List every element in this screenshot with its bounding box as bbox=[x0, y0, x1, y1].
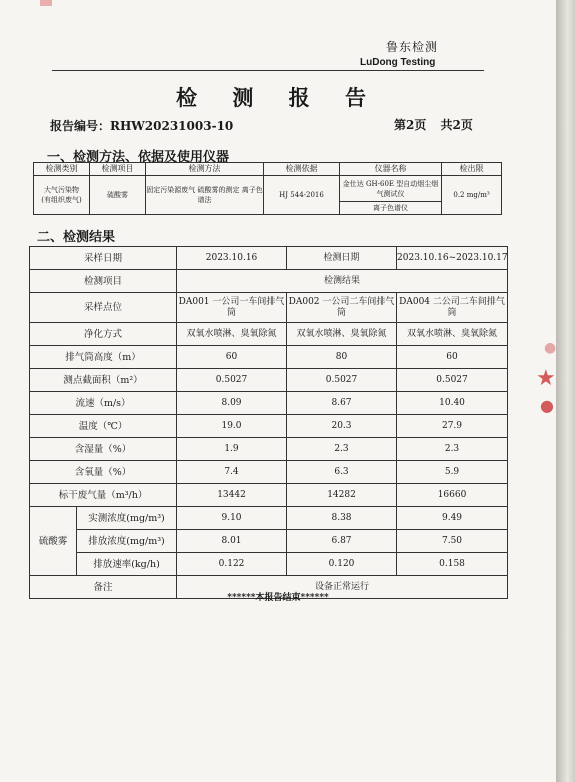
company-name-en: LuDong Testing bbox=[360, 57, 436, 68]
col-header: 检测类别 bbox=[34, 163, 90, 176]
section-1-heading: 一、检测方法、依据及使用仪器 bbox=[47, 150, 230, 165]
test-item: 硫酸雾 bbox=[90, 176, 146, 215]
col-header: 检出限 bbox=[442, 163, 502, 176]
pollutant-row bbox=[30, 530, 508, 553]
purify-method: 双氧水喷淋、臭氧除氮 bbox=[177, 323, 287, 346]
row-label: 测点截面积（m²） bbox=[30, 369, 177, 392]
cell-value: 9.10 bbox=[177, 507, 287, 530]
cell-value: 0.5027 bbox=[177, 369, 287, 392]
method-row bbox=[34, 176, 502, 202]
sampling-point: DA004 二公司二车间排气筒 bbox=[397, 293, 508, 323]
cell-value: 60 bbox=[397, 346, 508, 369]
stamp-fragment bbox=[40, 0, 52, 6]
cell-value: 0.120 bbox=[287, 553, 397, 576]
cell-value: 60 bbox=[177, 346, 287, 369]
sampling-point: DA001 一公司一车间排气筒 bbox=[177, 293, 287, 323]
instrument-name: 离子色谱仪 bbox=[340, 202, 442, 215]
report-title: 检 测 报 告 bbox=[176, 85, 380, 110]
method-table bbox=[33, 162, 502, 215]
col-header: 检测依据 bbox=[264, 163, 340, 176]
pollutant-row bbox=[30, 553, 508, 576]
purify-row bbox=[30, 323, 508, 346]
cell-value: 10.40 bbox=[397, 392, 508, 415]
report-number: 报告编号：RHW20231003-10 bbox=[50, 119, 234, 133]
test-date: 2023.10.16~2023.10.17 bbox=[397, 247, 508, 270]
cell-value: 27.9 bbox=[397, 415, 508, 438]
cell-value: 80 bbox=[287, 346, 397, 369]
result-row bbox=[30, 369, 508, 392]
row-label: 含湿量（%） bbox=[30, 438, 177, 461]
cell-value: 0.122 bbox=[177, 553, 287, 576]
page-info bbox=[394, 116, 483, 133]
col-header: 检测方法 bbox=[146, 163, 264, 176]
sampling-point-row bbox=[30, 293, 508, 323]
test-category: 大气污染物 (有组织废气) bbox=[34, 176, 90, 215]
result-row bbox=[30, 484, 508, 507]
sampling-date-label: 采样日期 bbox=[30, 247, 177, 270]
header-divider bbox=[52, 70, 484, 71]
result-row bbox=[30, 438, 508, 461]
pollutant-row bbox=[30, 507, 508, 530]
instrument-name: 金仕达 GH-60E 型自动烟尘烟气测试仪 bbox=[340, 176, 442, 202]
cell-value: 0.5027 bbox=[397, 369, 508, 392]
test-basis: HJ 544-2016 bbox=[264, 176, 340, 215]
section-2-heading: 二、检测结果 bbox=[37, 230, 116, 245]
cell-value: 8.67 bbox=[287, 392, 397, 415]
cell-value: 16660 bbox=[397, 484, 508, 507]
cell-value: 6.87 bbox=[287, 530, 397, 553]
method-table-header bbox=[34, 163, 502, 176]
test-date-label: 检测日期 bbox=[287, 247, 397, 270]
cell-value: 0.5027 bbox=[287, 369, 397, 392]
page-number: 第2页 bbox=[394, 118, 427, 132]
result-row bbox=[30, 392, 508, 415]
cell-value: 8.38 bbox=[287, 507, 397, 530]
red-seal bbox=[528, 330, 558, 440]
result-label: 检测结果 bbox=[177, 270, 508, 293]
remark-value: 设备正常运行 bbox=[177, 576, 508, 599]
row-label: 流速（m/s） bbox=[30, 392, 177, 415]
item-header-row bbox=[30, 270, 508, 293]
cell-value: 14282 bbox=[287, 484, 397, 507]
col-header: 仪器名称 bbox=[340, 163, 442, 176]
company-name-cn: 鲁东检测 bbox=[386, 40, 439, 54]
cell-value: 9.49 bbox=[397, 507, 508, 530]
page-edge bbox=[556, 0, 575, 782]
cell-value: 6.3 bbox=[287, 461, 397, 484]
sampling-date: 2023.10.16 bbox=[177, 247, 287, 270]
results-table bbox=[29, 246, 508, 599]
cell-value: 8.09 bbox=[177, 392, 287, 415]
cell-value: 20.3 bbox=[287, 415, 397, 438]
cell-value: 7.50 bbox=[397, 530, 508, 553]
remark-label: 备注 bbox=[30, 576, 177, 599]
row-label: 实测浓度(mg/m³) bbox=[77, 507, 177, 530]
col-header: 检测项目 bbox=[90, 163, 146, 176]
cell-value: 1.9 bbox=[177, 438, 287, 461]
report-end-text: ******本报告结束****** bbox=[227, 593, 329, 603]
seal-fragment: ● bbox=[540, 396, 554, 415]
star-icon: ★ bbox=[536, 366, 556, 391]
total-pages: 共2页 bbox=[440, 118, 473, 132]
result-row bbox=[30, 346, 508, 369]
cell-value: 2.3 bbox=[397, 438, 508, 461]
row-label: 排气筒高度（m） bbox=[30, 346, 177, 369]
result-row bbox=[30, 415, 508, 438]
sampling-point-label: 采样点位 bbox=[30, 293, 177, 323]
detection-limit: 0.2 mg/m³ bbox=[442, 176, 502, 215]
cell-value: 5.9 bbox=[397, 461, 508, 484]
row-label: 排放速率(kg/h) bbox=[77, 553, 177, 576]
cell-value: 0.158 bbox=[397, 553, 508, 576]
row-label: 含氧量（%） bbox=[30, 461, 177, 484]
cell-value: 7.4 bbox=[177, 461, 287, 484]
purify-method: 双氧水喷淋、臭氧除氮 bbox=[397, 323, 508, 346]
cell-value: 2.3 bbox=[287, 438, 397, 461]
test-method: 固定污染源废气 硫酸雾的测定 离子色谱法 bbox=[146, 176, 264, 215]
test-item-label: 检测项目 bbox=[30, 270, 177, 293]
purify-label: 净化方式 bbox=[30, 323, 177, 346]
sampling-point: DA002 一公司二车间排气筒 bbox=[287, 293, 397, 323]
cell-value: 19.0 bbox=[177, 415, 287, 438]
row-label: 温度（℃） bbox=[30, 415, 177, 438]
row-label: 标干废气量（m³/h） bbox=[30, 484, 177, 507]
seal-fragment: ● bbox=[544, 340, 557, 356]
cell-value: 8.01 bbox=[177, 530, 287, 553]
date-row bbox=[30, 247, 508, 270]
purify-method: 双氧水喷淋、臭氧除氮 bbox=[287, 323, 397, 346]
result-row bbox=[30, 461, 508, 484]
cell-value: 13442 bbox=[177, 484, 287, 507]
pollutant-name: 硫酸雾 bbox=[30, 507, 77, 576]
row-label: 排放浓度(mg/m³) bbox=[77, 530, 177, 553]
